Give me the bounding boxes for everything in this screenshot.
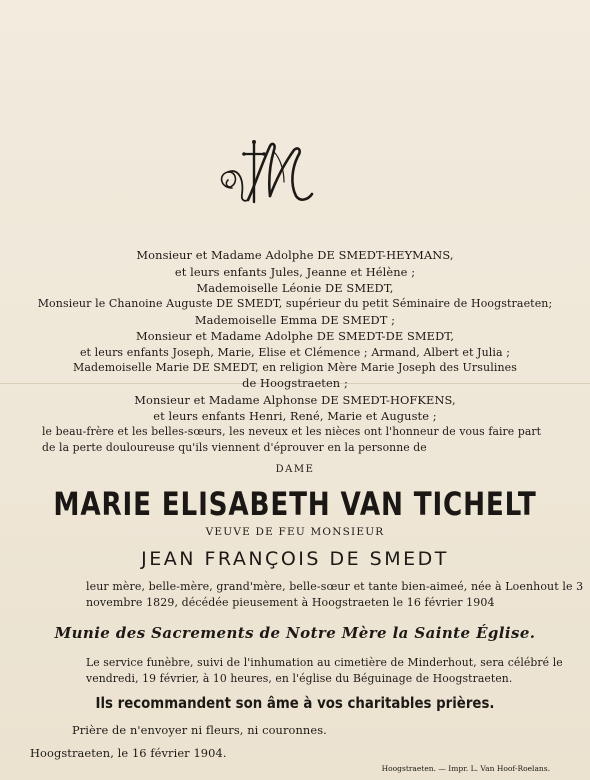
details-line-1: leur mère, belle-mère, grand'mère, belle-sœur et tante bien-aimeé, née à Loenhout le 3: [86, 580, 584, 593]
family-line-7: et leurs enfants Joseph, Marie, Elise et Clémence ; Armand, Albert et Julia ;: [79, 346, 511, 359]
family-line-13: de la perte douloureuse qu'ils viennent d'éprouver en la personne de: [42, 441, 427, 454]
family-line-11: et leurs enfants Henri, René, Marie et Auguste ;: [153, 409, 437, 423]
place-date-line: Hoogstraeten, le 16 février 1904.: [30, 746, 227, 760]
dame-title: DAME: [275, 464, 315, 475]
cross-m-monogram-icon: [214, 138, 324, 210]
family-line-4: Monsieur le Chanoine Auguste DE SMEDT, supérieur du petit Séminaire de Hoogstraeten;: [37, 297, 553, 310]
sacraments-line: Munie des Sacrements de Notre Mère la Sainte Église.: [54, 624, 536, 642]
family-line-6: Monsieur et Madame Adolphe DE SMEDT-DE SMEDT,: [135, 329, 455, 343]
service-line-2: vendredi, 19 février, à 10 heures, en l'église du Béguinage de Hoogstraeten.: [86, 672, 513, 685]
family-line-9: de Hoogstraeten ;: [242, 376, 348, 390]
family-line-5: Mademoiselle Emma DE SMEDT ;: [194, 313, 396, 327]
family-line-1: Monsieur et Madame Adolphe DE SMEDT-HEYMANS,: [136, 248, 454, 262]
husband-name: JEAN FRANÇOIS DE SMEDT: [141, 548, 449, 570]
family-line-10: Monsieur et Madame Alphonse DE SMEDT-HOFKENS,: [134, 393, 456, 407]
service-line-1: Le service funèbre, suivi de l'inhumation au cimetière de Minderhout, sera célébré le: [86, 656, 563, 669]
prayer-line: Ils recommandent son âme à vos charitables prières.: [95, 694, 495, 712]
family-line-12: le beau-frère et les belles-sœurs, les neveux et les nièces ont l'honneur de vous faire part: [42, 425, 542, 438]
veuve-line: VEUVE DE FEU MONSIEUR: [205, 526, 385, 538]
deceased-name: MARIE ELISABETH VAN TICHELT: [53, 485, 537, 523]
flowers-line: Prière de n'envoyer ni fleurs, ni couronnes.: [72, 723, 327, 737]
family-line-2: et leurs enfants Jules, Jeanne et Hélène ;: [174, 265, 416, 279]
imprint-line: Hoogstraeten. — Impr. L. Van Hoof-Roelans.: [381, 764, 550, 773]
family-line-8: Mademoiselle Marie DE SMEDT, en religion Mère Marie Joseph des Ursulines: [73, 361, 517, 374]
details-line-2: novembre 1829, décédée pieusement à Hoogstraeten le 16 février 1904: [86, 596, 495, 609]
family-line-3: Mademoiselle Léonie DE SMEDT,: [196, 281, 394, 295]
